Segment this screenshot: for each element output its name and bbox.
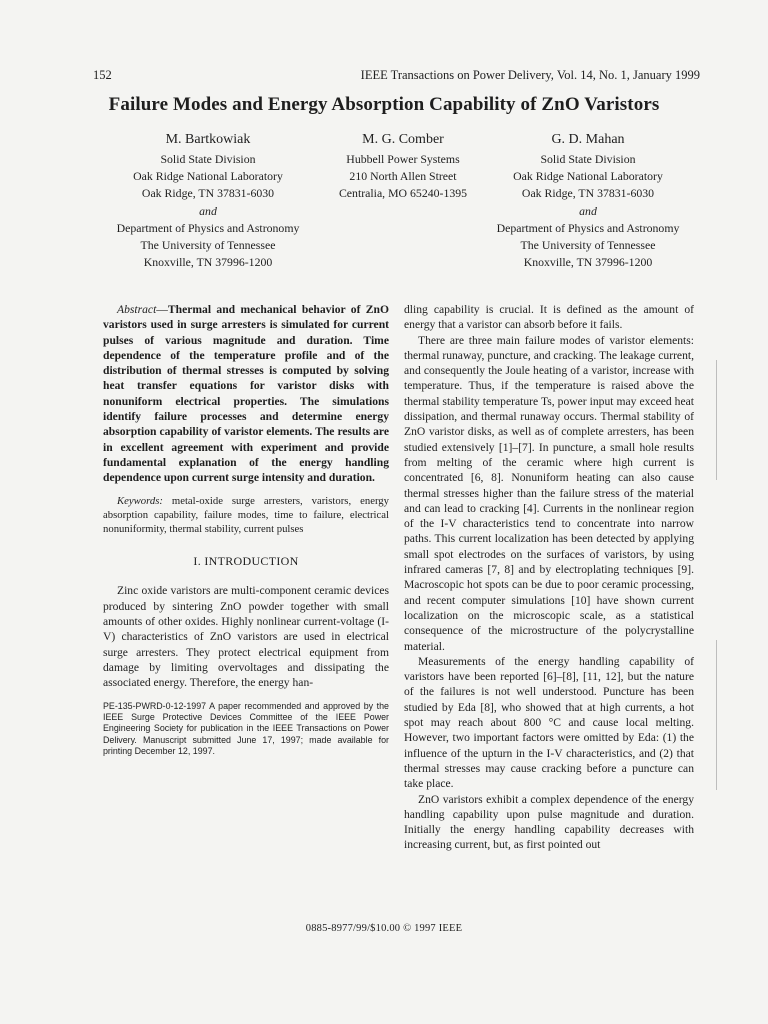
footnote: PE-135-PWRD-0-12-1997 A paper recommended and approved by the IEEE Surge Protective Devices Committee of the IEEE Power Engineering Society for publication in the IEEE Transactions on Power Delivery. Manuscript submitted June 17, 1997; made available for printing December 12, 1997. — [103, 700, 389, 757]
section-heading-introduction: I. INTRODUCTION — [193, 554, 299, 569]
affiliation-line: Solid State Division — [540, 152, 636, 166]
keywords — [103, 494, 389, 537]
affiliation-line: Knoxville, TN 37996-1200 — [143, 255, 273, 270]
affiliation-line: Hubbell Power Systems — [346, 152, 460, 166]
keywords-label: Keywords: — [117, 494, 163, 507]
left-column — [103, 302, 389, 758]
affiliation-line: Department of Physics and Astronomy — [116, 220, 300, 235]
abstract-text: Thermal and mechanical behavior of ZnO varistors used in surge arresters is simulated for current pulses of various magnitude and duration. Time dependence of the temperature profile and of the distribution of thermal stresses is computed by solving heat transfer equations for varistor disks with nonuniform electrical properties. The simulations identify failure processes and determine energy absorption capability of varistor elements. The results are in excellent agreement with experiment and provide fundamental explanation of the energy handling dependence upon current surge intensity and duration. — [103, 303, 389, 485]
paragraph: There are three main failure modes of varistor elements: thermal runaway, puncture, and cracking. The leakage current, and consequently the Joule heating of a varistor, increase with temperature. Thus, if the temperature is raised above the thermal stability temperature Ts, power input may exceed heat dissipation, and thermal runaway occurs. Thermal stability of ZnO varistor disks, as well as of complete arresters, has been studied extensively [1]–[7]. In puncture, a small hole results from melting of the ceramic where high current is concentrated [6, 8]. Nonuniform heating can also cause thermal stresses higher than the failure stress of the material and can lead to cracking [4]. Currents in the nonlinear region of the I-V characteristics tend to concentrate into narrow paths. This current localization has been detected by applying small spot electrodes on the surfaces of varistors, by using infrared cameras [7, 8] and by electroplating techniques [9]. Macroscopic hot spots can be due to poor ceramic processing, and recent computer simulations [10] have shown current localization on the microscopic scale, as a statistical consequence of the microstructure of the polycrystalline material. — [404, 333, 694, 653]
affiliation-line: Solid State Division — [160, 152, 256, 166]
abstract-label: Abstract — [117, 303, 157, 316]
paper-title: Failure Modes and Energy Absorption Capability of ZnO Varistors — [108, 94, 660, 115]
paragraph: ZnO varistors exhibit a complex dependence of the energy handling capability upon pulse magnitude and duration. Initially the energy handling capability decreases with increasing current, but, as first pointed out — [404, 792, 694, 852]
affiliation-line: 210 North Allen Street — [349, 169, 457, 184]
right-column — [404, 302, 694, 853]
paragraph: dling capability is crucial. It is defined as the amount of energy that a varistor can absorb before it fails. — [404, 303, 694, 332]
scan-artifact — [716, 360, 717, 480]
scan-artifact — [716, 640, 717, 790]
page-number: 152 — [93, 68, 112, 82]
author-name: G. D. Mahan — [551, 132, 625, 147]
author-name: M. Bartkowiak — [165, 132, 251, 147]
affiliation-line: The University of Tennessee — [140, 238, 276, 253]
keywords-text: metal-oxide surge arresters, varistors, energy absorption capability, failure modes, time to failure, electrical nonuniformity, thermal stability, current pulses — [103, 494, 389, 535]
journal-header: IEEE Transactions on Power Delivery, Vol. 14, No. 1, January 1999 — [360, 68, 700, 82]
affiliation-and: and — [579, 203, 597, 218]
affiliation-line: Oak Ridge, TN 37831-6030 — [141, 186, 275, 201]
copyright-footer: 0885-8977/99/$10.00 © 1997 IEEE — [305, 923, 463, 934]
affiliation-and: and — [199, 203, 217, 218]
affiliation-line: Department of Physics and Astronomy — [496, 220, 680, 235]
affiliation-line: Centralia, MO 65240-1395 — [338, 186, 468, 201]
author-name: M. G. Comber — [362, 132, 444, 147]
affiliation-line: Oak Ridge National Laboratory — [513, 169, 663, 184]
affiliation-line: Oak Ridge National Laboratory — [133, 169, 283, 184]
affiliation-line: Oak Ridge, TN 37831-6030 — [521, 186, 655, 201]
abstract: Abstract—Thermal and mechanical behavior of ZnO varistors used in surge arresters is simulated for current pulses of various magnitude and duration. Time dependence of the temperature profile and of the distribution of thermal stresses is computed by solving heat transfer equations for varistor disks with nonuniform electrical properties. The simulations identify failure processes and determine energy absorption capability of varistor elements. The results are in excellent agreement with experiment and provide fundamental explanation of the energy handling dependence upon current surge intensity and duration. — [103, 303, 389, 485]
affiliation-line: Knoxville, TN 37996-1200 — [523, 255, 653, 270]
affiliation-line: The University of Tennessee — [520, 238, 656, 253]
paragraph: Measurements of the energy handling capability of varistors have been reported [6]–[8], [11, 12], but the nature of the failures is not well understood. Puncture has been studied by Eda [8], who showed that at high currents, a hot spot may reach about 800 °C and cause local melting. However, two important factors were omitted by Eda: (1) the influence of the upturn in the I-V characteristics, and (2) that thermal stresses may cause cracking before a puncture can take place. — [404, 654, 694, 791]
intro-paragraph: Zinc oxide varistors are multi-component ceramic devices produced by sintering ZnO powder together with small amounts of other oxides. Highly nonlinear current-voltage (I-V) characteristics of ZnO varistors are used in electrical surge arresters. They protect electrical equipment from damage by limiting overvoltages and dissipating the associated energy. Therefore, the energy han- — [103, 584, 389, 690]
author-3 — [458, 130, 718, 271]
